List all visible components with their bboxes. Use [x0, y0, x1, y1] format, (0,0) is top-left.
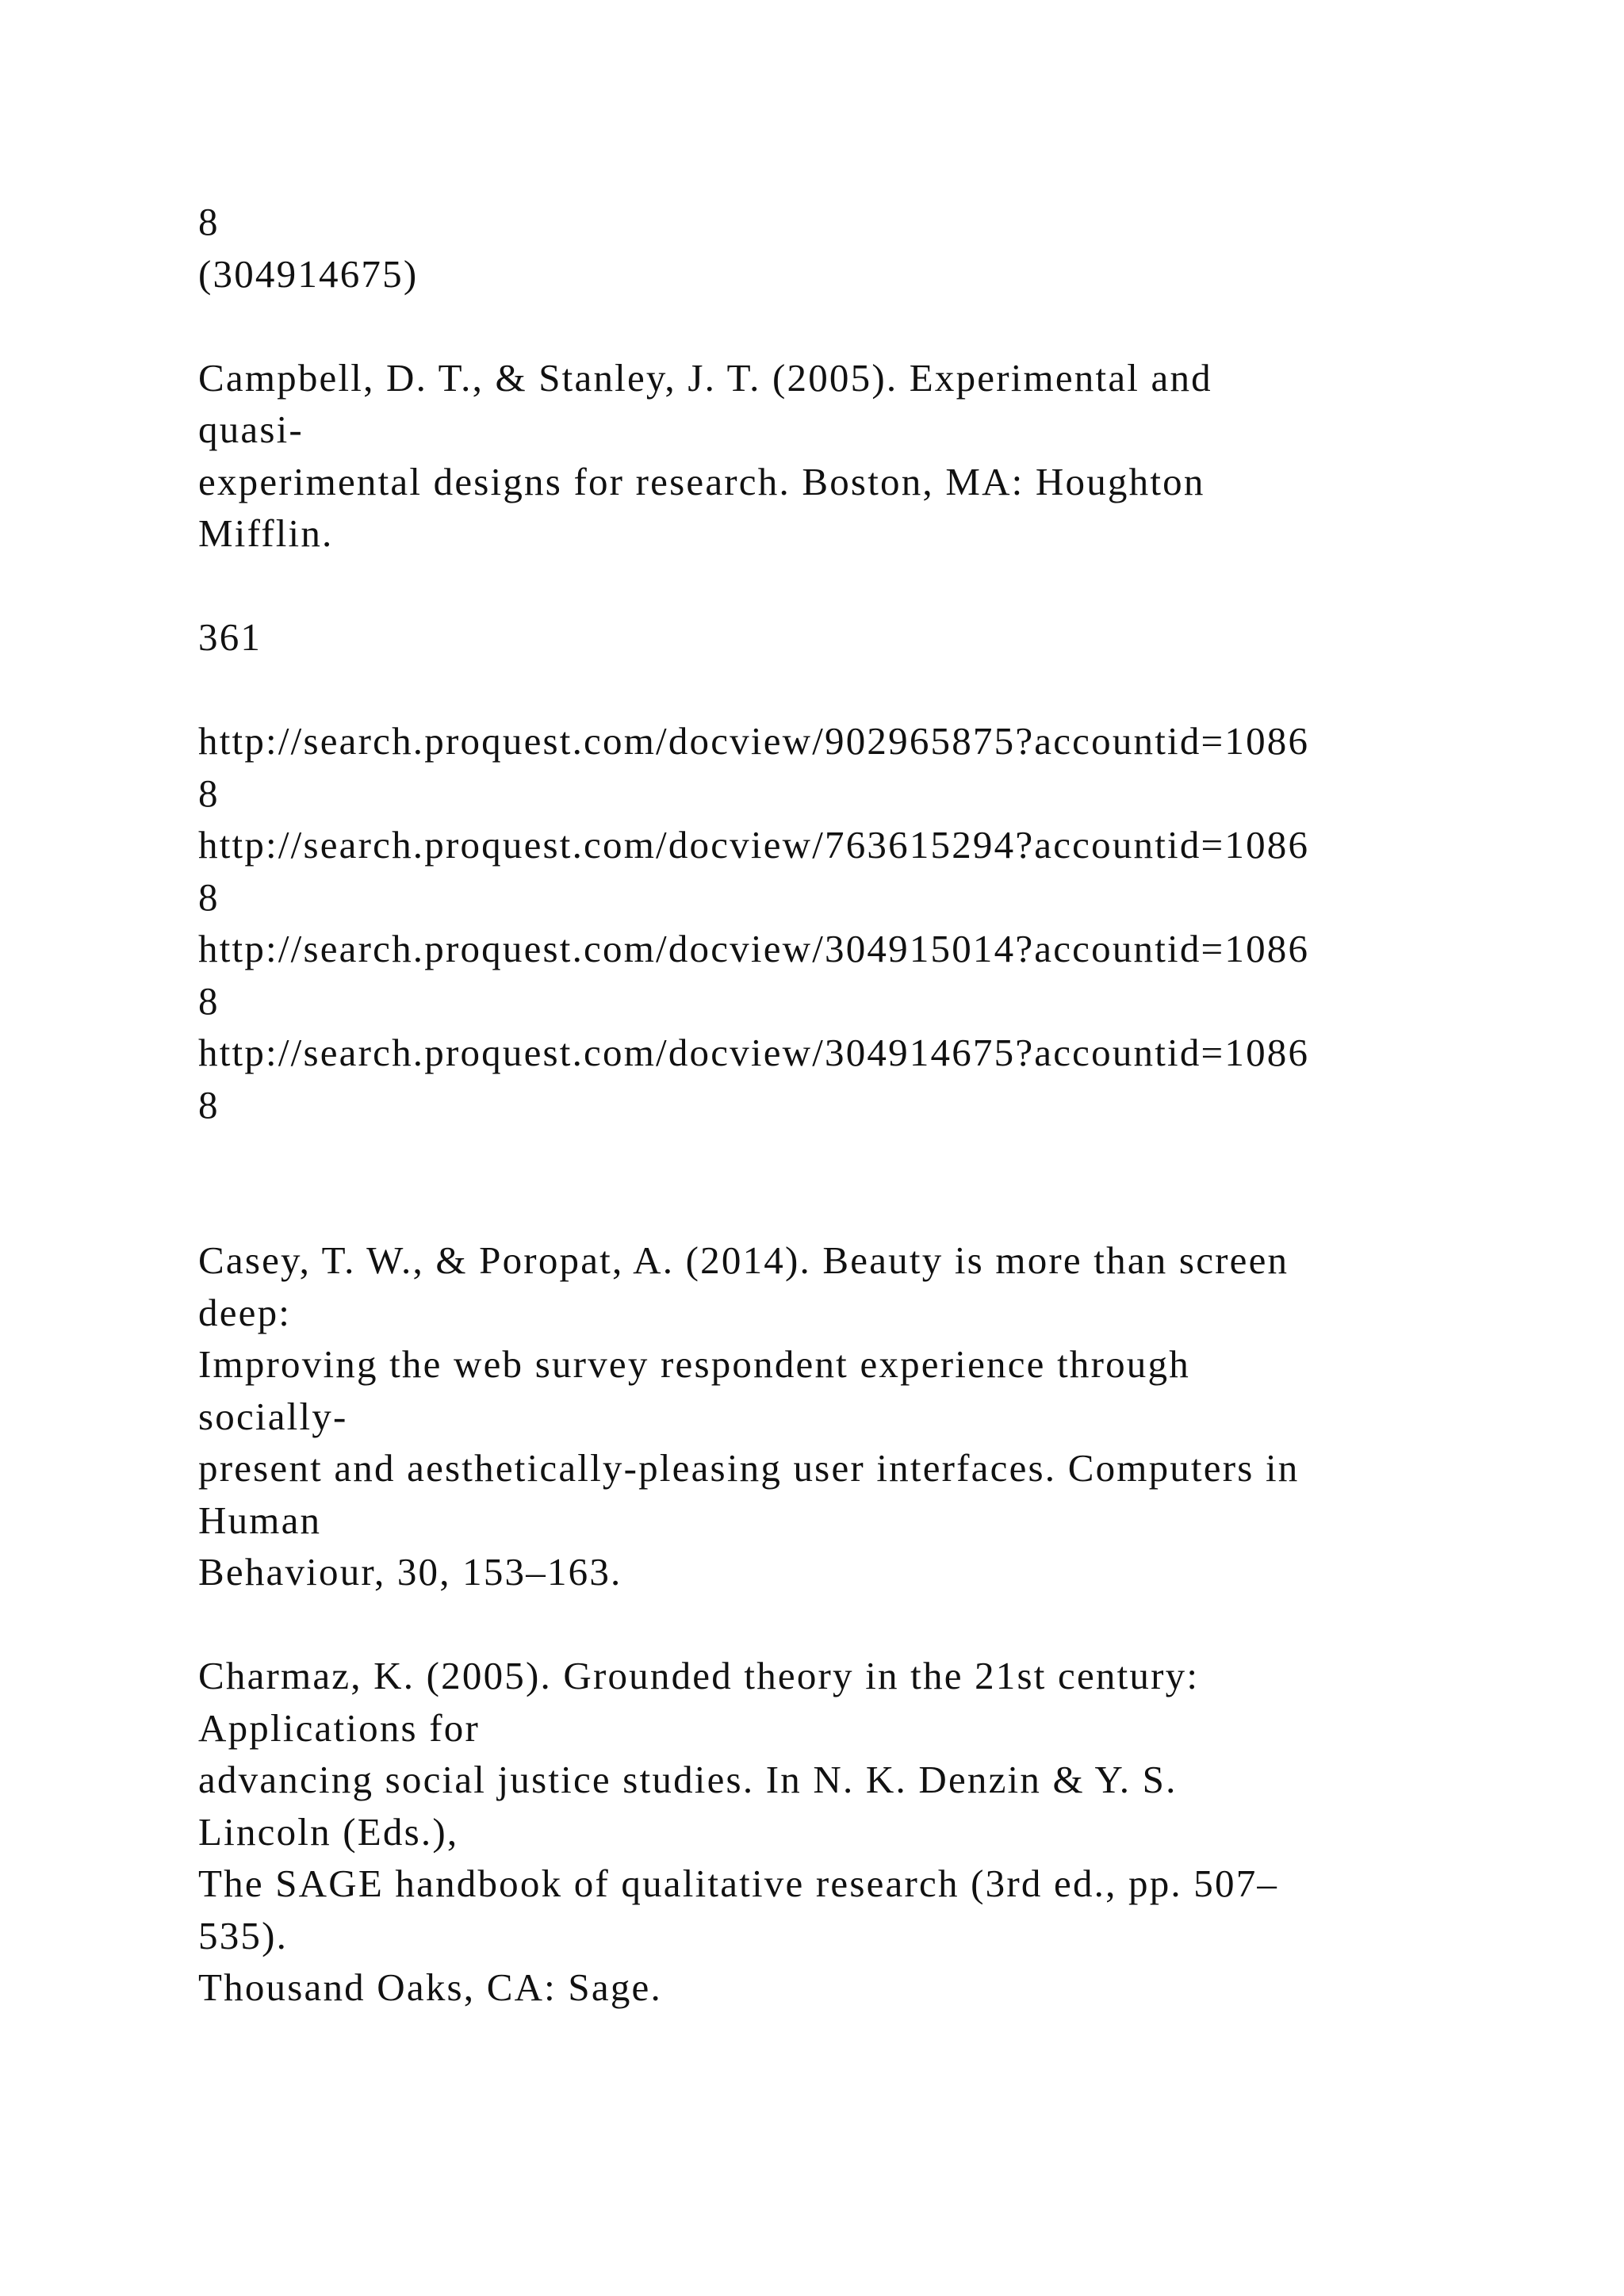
reference-charmaz-line-4: Lincoln (Eds.),: [198, 1809, 459, 1854]
page-number-fragment: 8: [198, 200, 220, 243]
blank-line: [198, 560, 1515, 612]
url-line: http://search.proquest.com/docview/763615294?accountid=1086: [198, 823, 1310, 867]
reference-charmaz-line-3: advancing social justice studies. In N. K. Denzin & Y. S.: [198, 1758, 1178, 1801]
blank-line: [198, 1131, 1515, 1183]
reference-casey-line-1: Casey, T. W., & Poropat, A. (2014). Beauty is more than screen: [198, 1238, 1289, 1282]
url-line-continuation: 8: [198, 1082, 220, 1127]
reference-charmaz-line-1: Charmaz, K. (2005). Grounded theory in the 21st century:: [198, 1654, 1200, 1697]
document-text: [198, 196, 1515, 2014]
reference-casey-line-2: deep:: [198, 1290, 292, 1334]
reference-casey-line-7: Behaviour, 30, 153–163.: [198, 1550, 622, 1594]
url-line: http://search.proquest.com/docview/304914675?accountid=1086: [198, 1031, 1310, 1074]
reference-casey-line-3: Improving the web survey respondent experience through: [198, 1342, 1190, 1386]
reference-casey-line-5: present and aesthetically-pleasing user interfaces. Computers in: [198, 1446, 1300, 1490]
reference-charmaz-line-2: Applications for: [198, 1705, 480, 1750]
reference-campbell-line-2: quasi-: [198, 408, 304, 451]
blank-line: [198, 664, 1515, 716]
reference-casey-line-4: socially-: [198, 1394, 348, 1438]
reference-charmaz-line-6: 535).: [198, 1913, 289, 1957]
reference-campbell-line-3: experimental designs for research. Boston, MA: Houghton: [198, 459, 1205, 503]
url-line-continuation: 8: [198, 874, 220, 919]
blank-line: [198, 1183, 1515, 1235]
url-line-continuation: 8: [198, 771, 220, 815]
document-id: (304914675): [198, 251, 419, 296]
reference-campbell-line-1: Campbell, D. T., & Stanley, J. T. (2005). Experimental and: [198, 355, 1212, 400]
reference-campbell-line-4: Mifflin.: [198, 511, 334, 555]
reference-casey-line-6: Human: [198, 1498, 322, 1542]
url-line: http://search.proquest.com/docview/902965875?accountid=1086: [198, 719, 1310, 763]
page-number: 361: [198, 615, 262, 659]
blank-line: [198, 1598, 1515, 1651]
url-line: http://search.proquest.com/docview/304915014?accountid=1086: [198, 927, 1310, 970]
url-line-continuation: 8: [198, 978, 220, 1023]
reference-charmaz-line-5: The SAGE handbook of qualitative research (3rd ed., pp. 507–: [198, 1862, 1279, 1905]
blank-line: [198, 300, 1515, 352]
reference-charmaz-line-7: Thousand Oaks, CA: Sage.: [198, 1965, 662, 2009]
